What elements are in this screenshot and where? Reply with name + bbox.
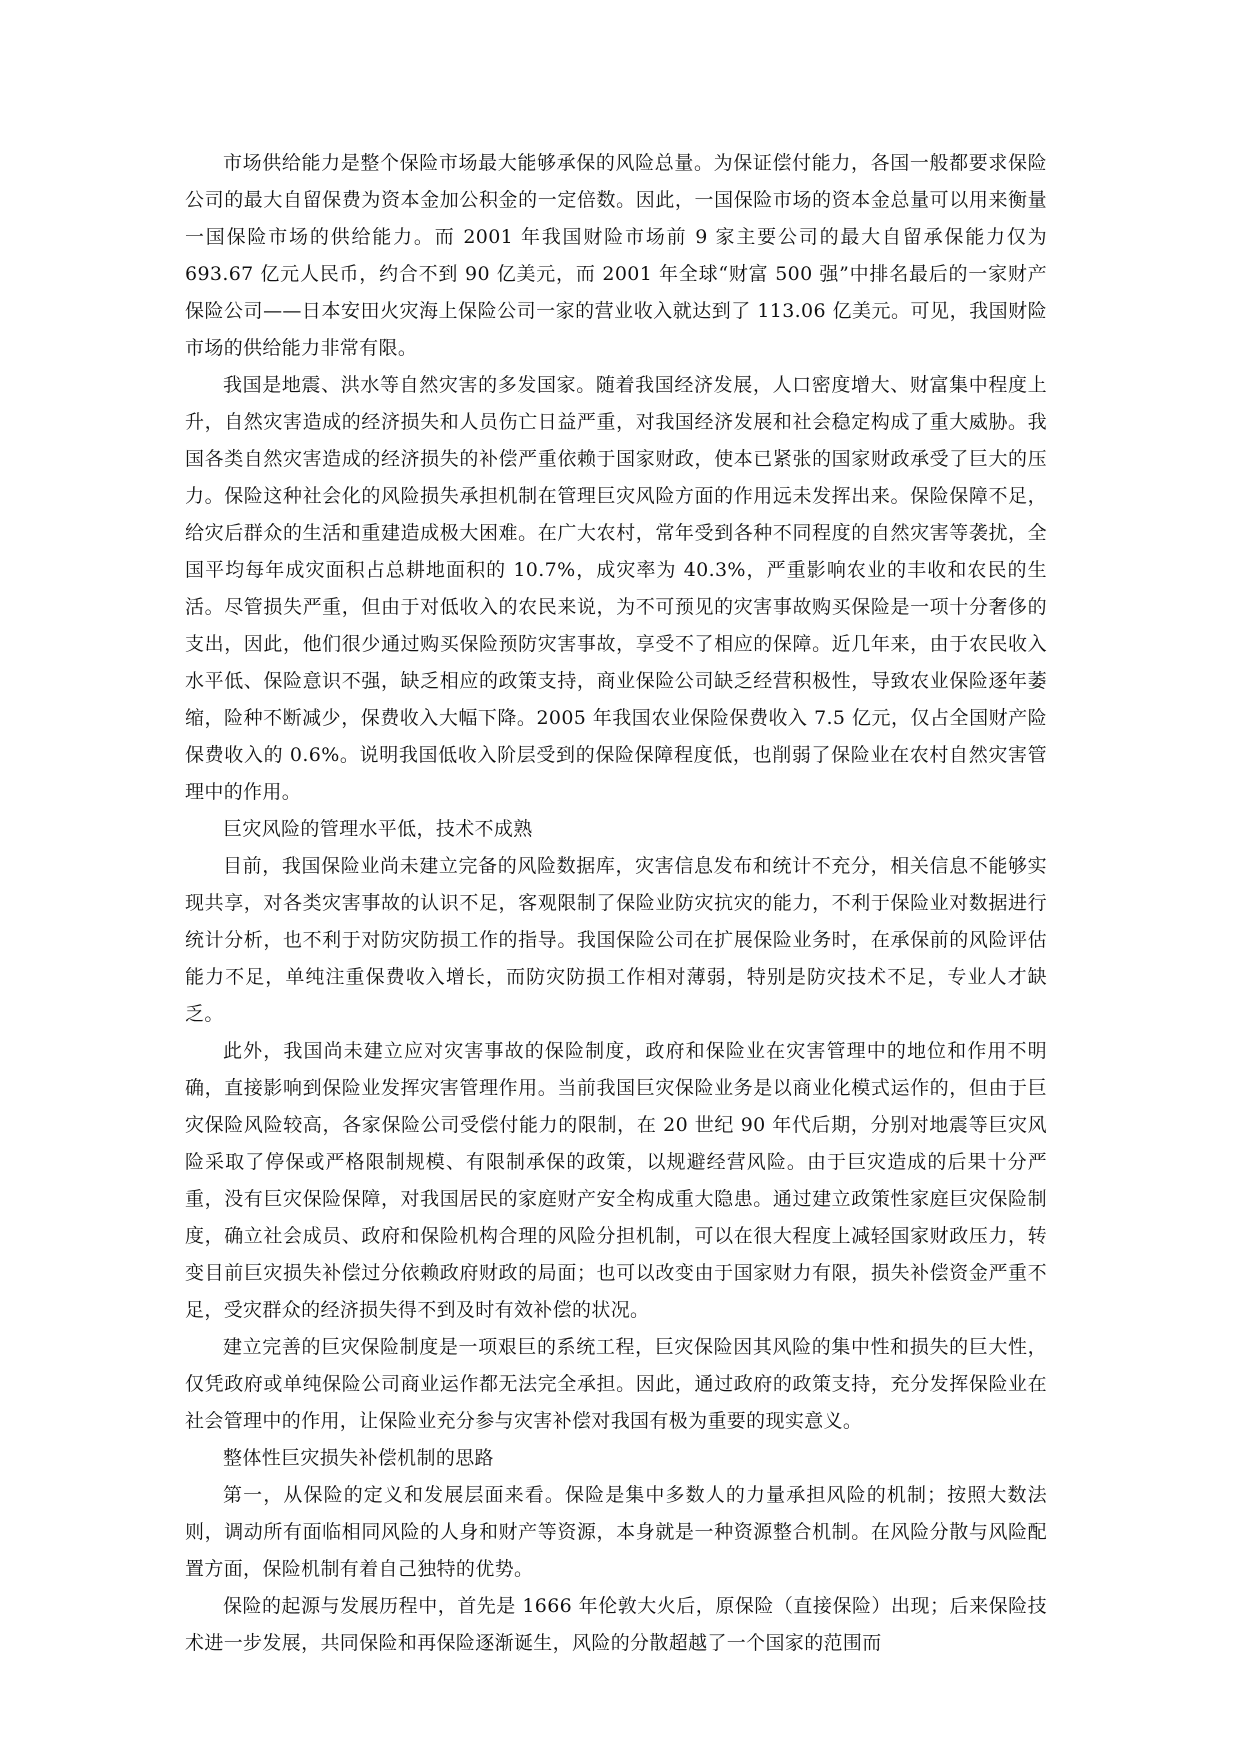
paragraph-insurance-history: 保险的起源与发展历程中，首先是 1666 年伦敦大火后，原保险（直接保险）出现；后来保险技术进一步发展，共同保险和再保险逐渐诞生，风险的分散超越了一个国家的范围而 bbox=[185, 1595, 1047, 1654]
paragraph-market-supply: 市场供给能力是整个保险市场最大能够承保的风险总量。为保证偿付能力，各国一般都要求保险公司的最大自留保费为资本金加公积金的一定倍数。因此，一国保险市场的资本金总量可以用来衡量一国保险市场的供给能力。而 2001 年我国财险市场前 9 家主要公司的最大自留承保能力仅为 693.67 亿元人民币，约合不到 90 亿美元，而 2001 年全球“财富 500 强”中排名最后的一家财产保险公司——日本安田火灾海上保险公司一家的营业收入就达到了 113.06 亿美元。可见，我国财险市场的供给能力非常有限。 bbox=[185, 152, 1047, 359]
paragraph-insurance-definition: 第一，从保险的定义和发展层面来看。保险是集中多数人的力量承担风险的机制；按照大数法则，调动所有面临相同风险的人身和财产等资源，本身就是一种资源整合机制。在风险分散与风险配置方面，保险机制有着自己独特的优势。 bbox=[185, 1484, 1047, 1580]
paragraph-risk-database: 目前，我国保险业尚未建立完备的风险数据库，灾害信息发布和统计不充分，相关信息不能够实现共享，对各类灾害事故的认识不足，客观限制了保险业防灾抗灾的能力，不利于保险业对数据进行统计分析，也不利于对防灾防损工作的指导。我国保险公司在扩展保险业务时，在承保前的风险评估能力不足，单纯注重保费收入增长，而防灾防损工作相对薄弱，特别是防灾技术不足，专业人才缺乏。 bbox=[185, 855, 1047, 1025]
paragraph-insurance-system: 此外，我国尚未建立应对灾害事故的保险制度，政府和保险业在灾害管理中的地位和作用不明确，直接影响到保险业发挥灾害管理作用。当前我国巨灾保险业务是以商业化模式运作的，但由于巨灾保险风险较高，各家保险公司受偿付能力的限制，在 20 世纪 90 年代后期，分别对地震等巨灾风险采取了停保或严格限制规模、有限制承保的政策，以规避经营风险。由于巨灾造成的后果十分严重，没有巨灾保险保障，对我国居民的家庭财产安全构成重大隐患。通过建立政策性家庭巨灾保险制度，确立社会成员、政府和保险机构合理的风险分担机制，可以在很大程度上减轻国家财政压力，转变目前巨灾损失补偿过分依赖政府财政的局面；也可以改变由于国家财力有限，损失补偿资金严重不足，受灾群众的经济损失得不到及时有效补偿的状况。 bbox=[185, 1040, 1047, 1321]
paragraph-system-engineering: 建立完善的巨灾保险制度是一项艰巨的系统工程，巨灾保险因其风险的集中性和损失的巨大性，仅凭政府或单纯保险公司商业运作都无法完全承担。因此，通过政府的政策支持，充分发挥保险业在社会管理中的作用，让保险业充分参与灾害补偿对我国有极为重要的现实意义。 bbox=[185, 1336, 1047, 1432]
section-heading-compensation-mechanism: 整体性巨灾损失补偿机制的思路 bbox=[223, 1447, 494, 1469]
section-heading-catastrophe-management: 巨灾风险的管理水平低，技术不成熟 bbox=[223, 818, 533, 840]
document-page bbox=[185, 145, 1047, 1662]
paragraph-natural-disasters: 我国是地震、洪水等自然灾害的多发国家。随着我国经济发展，人口密度增大、财富集中程度上升，自然灾害造成的经济损失和人员伤亡日益严重，对我国经济发展和社会稳定构成了重大威胁。我国各类自然灾害造成的经济损失的补偿严重依赖于国家财政，使本已紧张的国家财政承受了巨大的压力。保险这种社会化的风险损失承担机制在管理巨灾风险方面的作用远未发挥出来。保险保障不足，给灾后群众的生活和重建造成极大困难。在广大农村，常年受到各种不同程度的自然灾害等袭扰，全国平均每年成灾面积占总耕地面积的 10.7%，成灾率为 40.3%，严重影响农业的丰收和农民的生活。尽管损失严重，但由于对低收入的农民来说，为不可预见的灾害事故购买保险是一项十分奢侈的支出，因此，他们很少通过购买保险预防灾害事故，享受不了相应的保障。近几年来，由于农民收入水平低、保险意识不强，缺乏相应的政策支持，商业保险公司缺乏经营积极性，导致农业保险逐年萎缩，险种不断减少，保费收入大幅下降。2005 年我国农业保险保费收入 7.5 亿元，仅占全国财产险保费收入的 0.6%。说明我国低收入阶层受到的保险保障程度低，也削弱了保险业在农村自然灾害管理中的作用。 bbox=[185, 374, 1047, 803]
